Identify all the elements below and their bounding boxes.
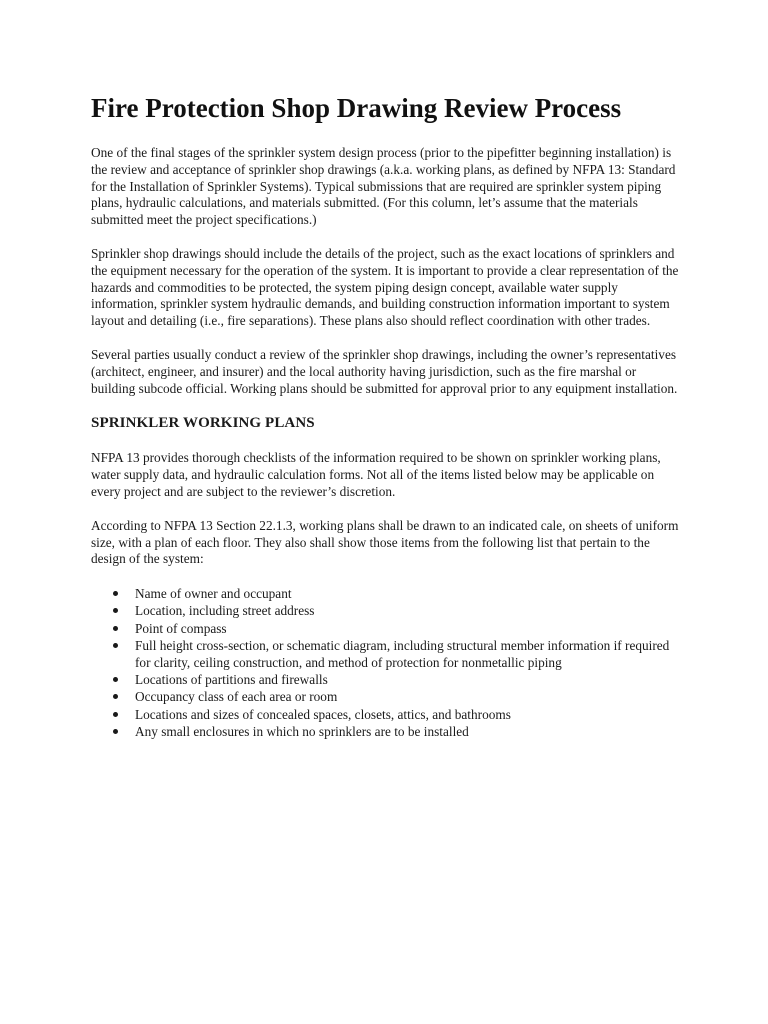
intro-paragraph-1: One of the final stages of the sprinkler system design process (prior to the pipefitter beginning installation) is the review and acceptance of sprinkler shop drawings (a.k.a. working plans, as defined by NFPA 13: Standard for the Installation of Sprinkler Systems). Typical submissions that are required are sprinkler system piping plans, hydraulic calculations, and materials submitted. (For this column, let’s assume that the materials submitted meet the project specifications.) — [91, 145, 676, 228]
section-paragraph-1: NFPA 13 provides thorough checklists of the information required to be shown on sprinkler working plans, water supply data, and hydraulic calculation forms. Not all of the items listed below may be applicable on every project and are subject to the reviewer’s discretion. — [91, 450, 661, 499]
list-item — [91, 688, 683, 705]
intro-paragraph-2: Sprinkler shop drawings should include the details of the project, such as the exact locations of sprinklers and the equipment necessary for the operation of the system. It is important to provide a clear representation of the hazards and commodities to be protected, the system piping design concept, available water supply information, sprinkler system hydraulic demands, and building construction information important to system layout and detailing (i.e., fire separations). These plans also should reflect coordination with other trades. — [91, 245, 679, 329]
bullet-icon — [113, 712, 118, 717]
section-heading: SPRINKLER WORKING PLANS — [91, 415, 315, 432]
document-page — [91, 92, 683, 740]
list-item-text: Occupancy class of each area or room — [135, 689, 338, 705]
bullet-icon — [113, 626, 118, 631]
list-item — [91, 620, 683, 637]
bullet-icon — [113, 677, 118, 682]
bullet-icon — [113, 694, 118, 699]
list-item-text: Locations and sizes of concealed spaces, closets, attics, and bathrooms — [135, 706, 511, 722]
list-item — [91, 602, 683, 619]
list-item-text: Location, including street address — [135, 603, 315, 619]
section-paragraph-2: According to NFPA 13 Section 22.1.3, working plans shall be drawn to an indicated cale, on sheets of uniform size, with a plan of each floor. They also shall show those items from the following list that pertain to the design of the system: — [91, 517, 679, 567]
list-item-text: Name of owner and occupant — [135, 586, 292, 602]
list-item — [91, 585, 683, 602]
requirements-list — [91, 585, 683, 740]
list-item — [91, 723, 683, 740]
list-item-text: Point of compass — [135, 620, 227, 636]
list-item — [91, 671, 683, 688]
bullet-icon — [113, 591, 118, 596]
bullet-icon — [113, 643, 118, 648]
list-item-text: Full height cross-section, or schematic diagram, including structural member information if required for clarity, ceiling construction, and method of protection for nonmetallic piping — [135, 637, 670, 670]
bullet-icon — [113, 729, 118, 734]
bullet-icon — [113, 608, 118, 613]
page-title: Fire Protection Shop Drawing Review Process — [91, 93, 622, 123]
list-item — [91, 706, 683, 723]
list-item — [91, 637, 683, 671]
intro-paragraph-3: Several parties usually conduct a review of the sprinkler shop drawings, including the owner’s representatives (architect, engineer, and insurer) and the local authority having jurisdiction, such as the fire marshal or building subcode official. Working plans should be submitted for approval prior to any equipment installation. — [91, 346, 678, 396]
list-item-text: Any small enclosures in which no sprinklers are to be installed — [135, 723, 469, 739]
list-item-text: Locations of partitions and firewalls — [135, 672, 328, 688]
